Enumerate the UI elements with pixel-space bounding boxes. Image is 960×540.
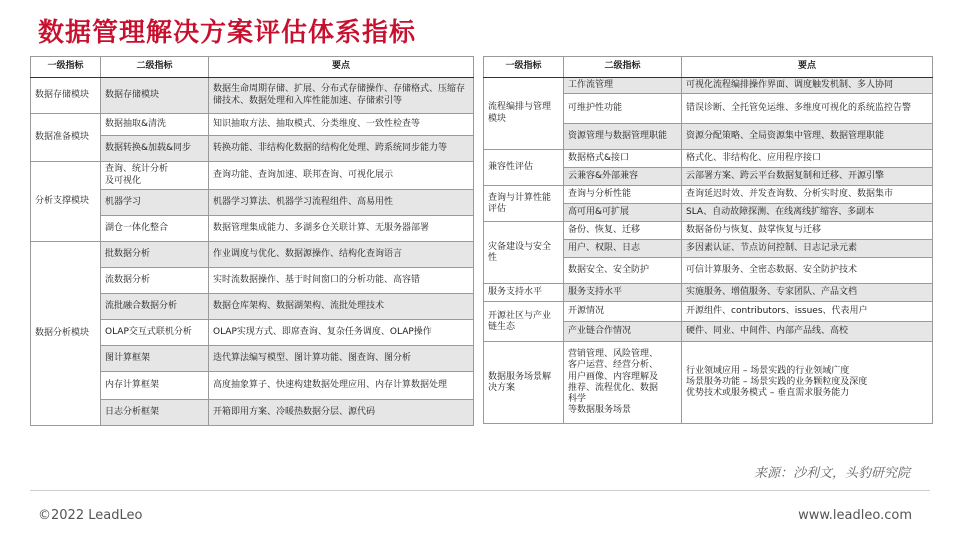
level2-cell: 查询、统计分析 及可视化 bbox=[101, 162, 209, 190]
points-cell: 数据管理集成能力、多湖多仓关联计算、无服务器部署 bbox=[209, 216, 474, 242]
level1-cell: 数据服务场景解决方案 bbox=[484, 342, 564, 424]
level2-cell: OLAP交互式联机分析 bbox=[101, 320, 209, 346]
table-row bbox=[484, 150, 933, 168]
level2-cell: 备份、恢复、迁移 bbox=[564, 222, 682, 240]
points-cell: 错误诊断、全托管免运维、多维度可视化的系统监控告警 bbox=[682, 94, 933, 124]
header-points: 要点 bbox=[209, 57, 474, 78]
table-row bbox=[484, 302, 933, 322]
header-level2: 二级指标 bbox=[564, 57, 682, 78]
points-cell: 多因素认证、节点访问控制、日志记录元素 bbox=[682, 240, 933, 258]
table-row bbox=[484, 284, 933, 302]
points-cell: 实施服务、增值服务、专家团队、产品文档 bbox=[682, 284, 933, 302]
points-cell: 云部署方案、跨云平台数据复制和迁移、开源引擎 bbox=[682, 168, 933, 186]
points-cell: SLA、自动故障探测、在线离线扩缩容、多副本 bbox=[682, 204, 933, 222]
points-cell: 硬件、同业、中间件、内部产品线、高校 bbox=[682, 322, 933, 342]
points-cell: 开箱即用方案、冷暖热数据分层、源代码 bbox=[209, 400, 474, 426]
header-level1: 一级指标 bbox=[31, 57, 101, 78]
points-cell: 高度抽象算子、快速构建数据处理应用、内存计算数据处理 bbox=[209, 372, 474, 400]
points-cell: 资源分配策略、全局资源集中管理、数据管理职能 bbox=[682, 124, 933, 150]
header-points: 要点 bbox=[682, 57, 933, 78]
level2-cell: 数据格式&接口 bbox=[564, 150, 682, 168]
level2-cell: 产业链合作情况 bbox=[564, 322, 682, 342]
level1-cell: 数据存储模块 bbox=[31, 78, 101, 114]
points-cell: 转换功能、非结构化数据的结构化处理、跨系统同步能力等 bbox=[209, 136, 474, 162]
level1-cell: 查询与计算性能评估 bbox=[484, 186, 564, 222]
table-row bbox=[31, 242, 474, 268]
table-row bbox=[484, 342, 933, 424]
points-cell: 数据仓库架构、数据湖架构、流批处理技术 bbox=[209, 294, 474, 320]
level2-cell: 数据转换&加载&同步 bbox=[101, 136, 209, 162]
footer-divider bbox=[30, 490, 930, 491]
points-cell: 可视化流程编排操作界面、调度触发机制、多人协同 bbox=[682, 78, 933, 94]
level2-cell: 数据存储模块 bbox=[101, 78, 209, 114]
points-cell: 机器学习算法、机器学习流程组件、高易用性 bbox=[209, 190, 474, 216]
points-cell: 实时流数据操作、基于时间窗口的分析功能、高容错 bbox=[209, 268, 474, 294]
level2-cell: 图计算框架 bbox=[101, 346, 209, 372]
level2-cell: 数据安全、安全防护 bbox=[564, 258, 682, 284]
level2-cell: 开源情况 bbox=[564, 302, 682, 322]
source-note: 来源：沙利文，头豹研究院 bbox=[753, 466, 910, 481]
points-cell: 查询功能、查询加速、联邦查询、可视化展示 bbox=[209, 162, 474, 190]
left-indicator-table bbox=[30, 56, 474, 426]
table-row bbox=[484, 186, 933, 204]
header-level2: 二级指标 bbox=[101, 57, 209, 78]
level1-cell: 数据分析模块 bbox=[31, 242, 101, 426]
points-cell: 开源组件、contributors、issues、代表用户 bbox=[682, 302, 933, 322]
level2-cell: 数据抽取&清洗 bbox=[101, 114, 209, 136]
level1-cell: 服务支持水平 bbox=[484, 284, 564, 302]
right-indicator-table bbox=[483, 56, 933, 424]
points-cell: 作业调度与优化、数据源操作、结构化查询语言 bbox=[209, 242, 474, 268]
points-cell: 迭代算法编写模型、图计算功能、图查询、图分析 bbox=[209, 346, 474, 372]
level2-cell: 查询与分析性能 bbox=[564, 186, 682, 204]
level2-cell: 流数据分析 bbox=[101, 268, 209, 294]
level2-cell: 流批融合数据分析 bbox=[101, 294, 209, 320]
level2-cell: 批数据分析 bbox=[101, 242, 209, 268]
level1-cell: 开源社区与产业链生态 bbox=[484, 302, 564, 342]
level2-cell: 内存计算框架 bbox=[101, 372, 209, 400]
website-url: www.leadleo.com bbox=[798, 508, 912, 523]
level1-cell: 流程编排与管理模块 bbox=[484, 78, 564, 150]
page-title: 数据管理解决方案评估体系指标 bbox=[38, 18, 417, 48]
level2-cell: 用户、权限、日志 bbox=[564, 240, 682, 258]
table-row bbox=[31, 162, 474, 190]
points-cell: 行业领域应用 – 场景实践的行业领域广度 场景服务功能 – 场景实践的业务颗粒度及深度 优势技术或服务模式 – 垂直需求服务能力 bbox=[682, 342, 933, 424]
table-row bbox=[31, 78, 474, 114]
header-level1: 一级指标 bbox=[484, 57, 564, 78]
level2-cell: 湖仓一体化整合 bbox=[101, 216, 209, 242]
level1-cell: 数据准备模块 bbox=[31, 114, 101, 162]
points-cell: 数据生命周期存储、扩展、分布式存储操作、存储格式、压缩存储技术、数据处理和入库性能加速、存储索引等 bbox=[209, 78, 474, 114]
points-cell: 查询延迟时效、并发查询数、分析实时度、数据集市 bbox=[682, 186, 933, 204]
level1-cell: 兼容性评估 bbox=[484, 150, 564, 186]
points-cell: 可信计算服务、全密态数据、安全防护技术 bbox=[682, 258, 933, 284]
level2-cell: 云兼容&外部兼容 bbox=[564, 168, 682, 186]
table-row bbox=[484, 222, 933, 240]
level2-cell: 机器学习 bbox=[101, 190, 209, 216]
level2-cell: 营销管理、风险管理、 客户运营、经营分析、 用户画像、内容理解及 推荐、流程优化、数据 科学 等数据服务场景 bbox=[564, 342, 682, 424]
points-cell: 格式化、非结构化、应用程序接口 bbox=[682, 150, 933, 168]
points-cell: 数据备份与恢复、鼓掌恢复与迁移 bbox=[682, 222, 933, 240]
level1-cell: 分析支撑模块 bbox=[31, 162, 101, 242]
level1-cell: 灾备建设与安全性 bbox=[484, 222, 564, 284]
level2-cell: 日志分析框架 bbox=[101, 400, 209, 426]
points-cell: OLAP实现方式、即席查询、复杂任务调度、OLAP操作 bbox=[209, 320, 474, 346]
table-row bbox=[31, 114, 474, 136]
level2-cell: 资源管理与数据管理职能 bbox=[564, 124, 682, 150]
copyright: ©2022 LeadLeo bbox=[38, 508, 143, 523]
level2-cell: 服务支持水平 bbox=[564, 284, 682, 302]
table-row bbox=[484, 78, 933, 94]
points-cell: 知识抽取方法、抽取模式、分类维度、一致性检查等 bbox=[209, 114, 474, 136]
level2-cell: 可维护性功能 bbox=[564, 94, 682, 124]
level2-cell: 工作流管理 bbox=[564, 78, 682, 94]
level2-cell: 高可用&可扩展 bbox=[564, 204, 682, 222]
